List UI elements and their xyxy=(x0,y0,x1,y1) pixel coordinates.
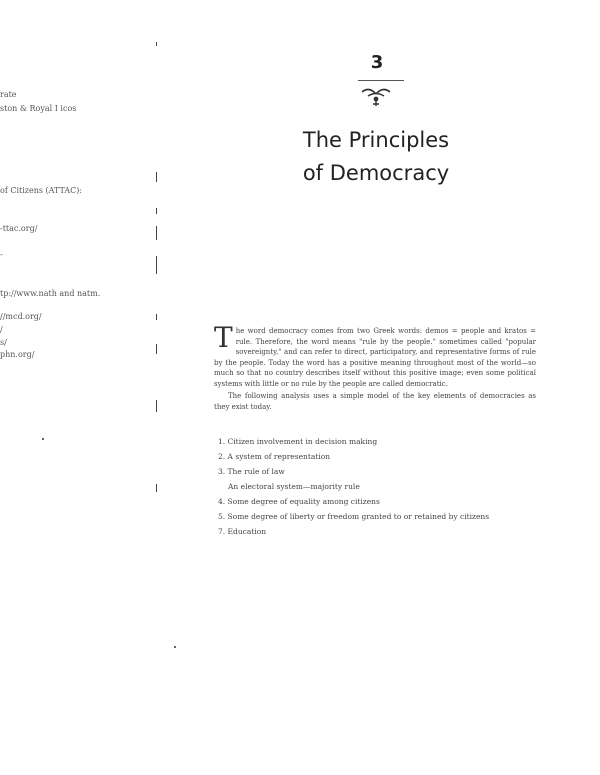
list-item: An electoral system—majority rule xyxy=(228,482,360,491)
chapter-title-line: The Principles xyxy=(302,128,450,152)
chapter-title xyxy=(296,124,456,190)
list-item: 2. A system of representation xyxy=(218,452,331,461)
ornament-icon xyxy=(358,86,394,108)
scan-mark xyxy=(156,314,157,320)
scan-mark xyxy=(156,400,157,412)
scan-mark xyxy=(156,42,157,46)
speck xyxy=(42,438,44,440)
margin-fragment: phn.org/ xyxy=(0,350,35,359)
chapter-title-line: of Democracy xyxy=(302,161,450,185)
margin-fragment: rate xyxy=(0,90,17,99)
scan-mark xyxy=(156,172,157,182)
paragraph: The following analysis uses a simple model of the key elements of democracies as they exist today. xyxy=(214,392,536,411)
list-item: 3. The rule of law xyxy=(218,467,285,476)
paragraph-text: he word democracy comes from two Greek words: demos = people and kratos = rule. Therefore, the word means "rule by the people." sometimes called "popular sovereignty," and can refer to direct, participatory, and representative forms of rule by the people. Today the word has a positive meaning throughout most of the world—so much so that no country describes itself without this positive image; even some political systems with little or no rule by the people are called democratic. xyxy=(214,327,536,388)
chapter-rule xyxy=(358,80,404,81)
list-item: 1. Citizen involvement in decision making xyxy=(218,437,378,446)
body-text xyxy=(214,321,536,419)
paragraph xyxy=(214,321,536,389)
speck xyxy=(174,646,176,648)
margin-fragment: s/ xyxy=(0,338,7,347)
margin-fragment: ston & Royal I icos xyxy=(0,104,77,113)
margin-fragment: - xyxy=(0,250,3,259)
scan-mark xyxy=(156,344,157,354)
elements-list xyxy=(218,434,528,539)
scan-mark xyxy=(156,226,157,240)
list-item: 5. Some degree of liberty or freedom granted to or retained by citizens xyxy=(218,512,490,521)
scan-mark xyxy=(156,484,157,492)
drop-cap: T xyxy=(214,321,233,354)
list-item: 7. Education xyxy=(218,527,267,536)
margin-fragment: //mcd.org/ xyxy=(0,312,42,321)
list-item: 4. Some degree of equality among citizens xyxy=(218,497,380,506)
chapter-number: 3 xyxy=(370,52,384,73)
margin-fragment: -ttac.org/ xyxy=(0,224,38,233)
margin-fragment: of Citizens (ATTAC): xyxy=(0,186,83,195)
margin-fragment: tp://www.nath and natm. xyxy=(0,289,101,298)
margin-fragment: / xyxy=(0,325,3,334)
scan-mark xyxy=(156,256,157,274)
scan-mark xyxy=(156,208,157,214)
